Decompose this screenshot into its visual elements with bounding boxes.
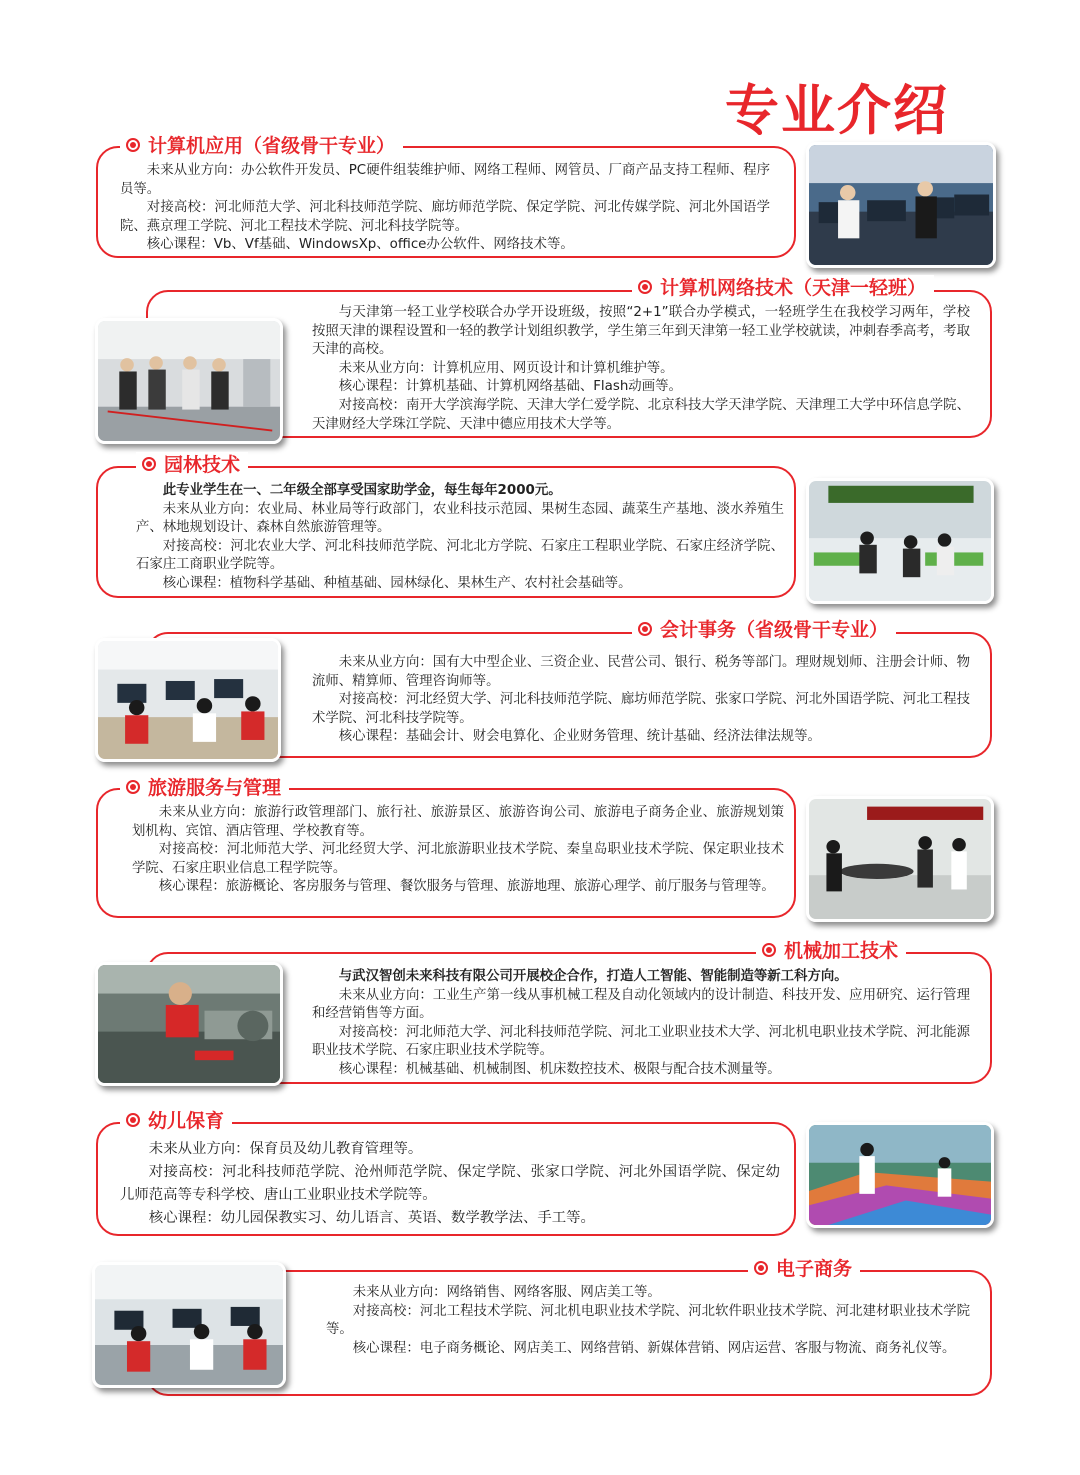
page-title: 专业介绍 [725,68,975,145]
section-heading-network: 计算机网络技术（天津一轻班） [632,275,934,301]
section-body-computer-app: 未来从业方向：办公软件开发员、PC硬件组装维护师、网络工程师、网管员、厂商产品支持工程师、程序员等。 对接高校：河北师范大学、河北科技师范学院、廊坊师范学院、保定学院、河北传媒学院、河北外国语学院、燕京理工学院、河北工程技术学院、河北科技学院等。 核心课程：Vb、Vf基础、WindowsXp、office办公软件、网络技术等。 [120,163,770,253]
computer-lab-photo [806,142,996,268]
section-body-machining: 与武汉智创未来科技有限公司开展校企合作，打造人工智能、智能制造等新工科方向。 未来从业方向：工业生产第一线从事机械工程及自动化领域内的设计制造、科技开发、应用研究、运行管理和经营销售等方面。 对接高校：河北师范大学、河北科技师范学院、河北工业职业技术大学、河北机电职业技术学院、河北能源职业技术学院、石家庄职业技术学院等。 核心课程：机械基础、机械制图、机床数控技术、极限与配合技术测量等。 [312,969,970,1077]
section-heading-tourism: 旅游服务与管理 [120,775,289,801]
visit-photo [95,318,283,444]
section-body-garden: 此专业学生在一、二年级全部享受国家助学金，每生每年2000元。 未来从业方向：农业局、林业局等行政部门，农业科技示范园、果树生态园、蔬菜生产基地、淡水养殖生产、林地规划设计、森林自然旅游管理等。 对接高校：河北农业大学、河北科技师范学院、河北北方学院、石家庄工程职业学院、石家庄经济学院、石家庄工商职业学院等。 核心课程：植物科学基础、种植基础、园林绿化、果林生产、农村社会基础等。 [136,483,784,591]
section-heading-childcare: 幼儿保育 [120,1108,232,1134]
section-body-tourism: 未来从业方向：旅游行政管理部门、旅行社、旅游景区、旅游咨询公司、旅游电子商务企业、旅游规划策划机构、宾馆、酒店管理、学校教育等。 对接高校：河北师范大学、河北经贸大学、河北旅游职业技术学院、秦皇岛职业技术学院、保定职业技术学院、石家庄职业信息工程学院等。 核心课程：旅游概论、客房服务与管理、餐饮服务与管理、旅游地理、旅游心理学、前厅服务与管理等。 [132,805,784,895]
ecommerce-lab-photo [92,1262,286,1388]
classroom-photo [95,638,281,762]
circle-bullet-icon [762,943,776,957]
training-room-photo [806,796,994,922]
circle-bullet-icon [126,780,140,794]
section-heading-ecommerce: 电子商务 [748,1256,860,1282]
section-body-ecommerce: 未来从业方向：网络销售、网络客服、网店美工等。 对接高校：河北工程技术学院、河北机电职业技术学院、河北软件职业技术学院、河北建材职业技术学院等。 核心课程：电子商务概论、网店美工、网络营销、新媒体营销、网店运营、客服与物流、商务礼仪等。 [326,1285,970,1356]
kindergarten-photo [806,1122,994,1228]
circle-bullet-icon [126,1113,140,1127]
circle-bullet-icon [638,280,652,294]
circle-bullet-icon [142,457,156,471]
lab-photo [806,478,994,604]
section-body-accounting: 未来从业方向：国有大中型企业、三资企业、民营公司、银行、税务等部门。理财规划师、注册会计师、物流师、精算师、管理咨询师等。 对接高校：河北经贸大学、河北科技师范学院、廊坊师范学院、张家口学院、河北外国语学院、河北工程技术学院、河北科技学院等。 核心课程：基础会计、财会电算化、企业财务管理、统计基础、经济法律法规等。 [312,655,970,745]
section-heading-garden: 园林技术 [136,452,248,478]
section-heading-computer-app: 计算机应用（省级骨干专业） [120,133,403,159]
circle-bullet-icon [754,1261,768,1275]
section-heading-machining: 机械加工技术 [756,938,906,964]
circle-bullet-icon [638,622,652,636]
section-heading-accounting: 会计事务（省级骨干专业） [632,617,896,643]
section-body-network: 与天津第一轻工业学校联合办学开设班级，按照“2+1”联合办学模式，一轻班学生在我校学习两年，学校按照天津的课程设置和一轻的教学计划组织教学，学生第三年到天津第一轻工业学校就读，冲刺春季高考，考取天津的高校。 未来从业方向：计算机应用、网页设计和计算机维护等。 核心课程：计算机基础、计算机网络基础、Flash动画等。 对接高校：南开大学滨海学院、天津大学仁爱学院、北京科技大学天津学院、天津理工大学中环信息学院、天津财经大学珠江学院、天津中德应用技术大学等。 [312,305,970,432]
lathe-photo [95,962,283,1086]
section-body-childcare: 未来从业方向：保育员及幼儿教育管理等。 对接高校：河北科技师范学院、沧州师范学院、保定学院、张家口学院、河北外国语学院、保定幼儿师范高等专科学校、唐山工业职业技术学院等。 核心课程：幼儿园保教实习、幼儿语言、英语、数学教学法、手工等。 [120,1141,780,1226]
circle-bullet-icon [126,138,140,152]
